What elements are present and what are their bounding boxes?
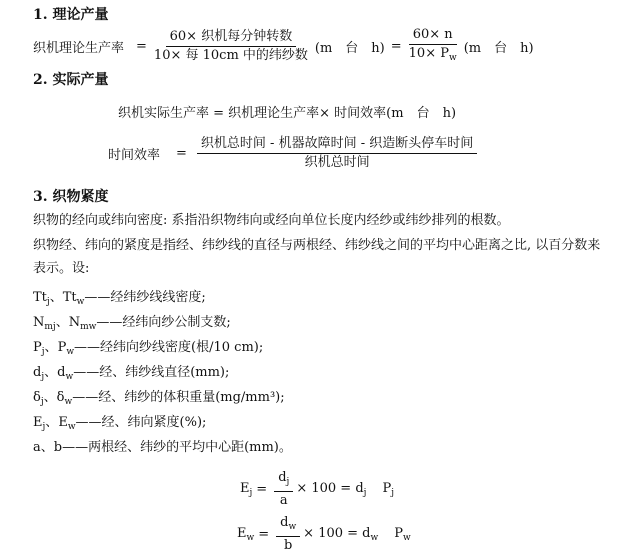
density-definition: 织物的经向或纬向密度: 系指沿织物纬向或经向单位长度内经纱或纬纱排列的根数。 [33,213,510,228]
symbol-item: $N_{mj}$、$N_{mw}——$经纬向纱公制支数; [33,315,231,332]
equals-sign-2: = [390,39,402,54]
theoretical-output-formula [33,27,534,66]
weft-tightness-equation [237,515,411,554]
unit-2: (m 台 h) [463,41,534,56]
eq1-tail: $P_j$ [382,481,394,498]
unit-1: (m 台 h) [314,41,385,56]
eq2-rest: × $100 = d_w$ [303,526,379,543]
fraction-1-denominator: 10× 每 10cm 中的纬纱数 [153,48,308,63]
symbol-item: $Tt_j$、$Tt_w——$经纬纱线线密度; [33,290,206,307]
fraction-1-numerator: 60× 织机每分钟转数 [166,29,297,47]
eq2-equals: = [258,527,270,542]
time-efficiency-numerator: 织机总时间 - 机器故障时间 - 织造断头停车时间 [197,136,477,154]
warp-tightness-equation [240,470,394,509]
fraction-1 [150,29,312,64]
eq1-fraction [274,470,293,509]
symbol-item: $E_j$、$E_w——$经、纬向紧度(%); [33,415,207,432]
equals-sign-3: = [176,146,187,161]
fraction-2 [405,27,461,66]
eq2-lhs: $E_w$ [237,526,255,543]
eq1-equals: = [256,482,268,497]
fraction-2-numerator: 60× n [409,27,457,45]
symbol-item: $d_j$、$d_w——$经、纬纱线直径(mm); [33,365,230,382]
equals-sign: = [136,39,147,54]
eq2-numerator: $d_w$ [276,515,300,537]
eq2-tail: $P_w$ [394,526,411,543]
time-efficiency-formula [108,136,480,171]
symbol-item: $\delta_j$、$\delta_w——$经、纬纱的体积重量(mg/mm³); [33,390,285,407]
eq1-numerator: $d_j$ [274,470,293,492]
eq1-denominator: a [279,493,288,508]
time-efficiency-denominator: 织机总时间 [304,155,370,170]
eq2-denominator: b [283,538,293,553]
actual-output-formula: 织机实际生产率 = 织机理论生产率× 时间效率(m 台 h) [118,106,457,121]
symbol-item-a-b: a、b——两根经、纬纱的平均中心距(mm)。 [33,440,292,455]
time-efficiency-fraction [197,136,477,171]
section-2-heading: 2. 实际产量 [33,72,109,88]
tightness-definition: 织物经、纬向的紧度是指经、纬纱线的直径与两根经、纬纱线之间的平均中心距离之比, 以百分数来表示。设: [33,238,601,276]
section-3-heading: 3. 织物紧度 [33,189,109,205]
time-efficiency-label: 时间效率 [108,148,161,163]
formula-lhs: 织机理论生产率 [33,41,125,56]
eq2-fraction [276,515,300,554]
section-1-heading: 1. 理论产量 [33,7,109,23]
eq1-rest: × $100 = d_j$ [296,481,367,498]
eq1-lhs: $E_j$ [240,481,253,498]
symbol-item: $P_j$、$P_w——$经纬向纱线密度(根/10 cm); [33,340,264,357]
fraction-2-denominator: $10\times P_w$ [408,46,457,63]
